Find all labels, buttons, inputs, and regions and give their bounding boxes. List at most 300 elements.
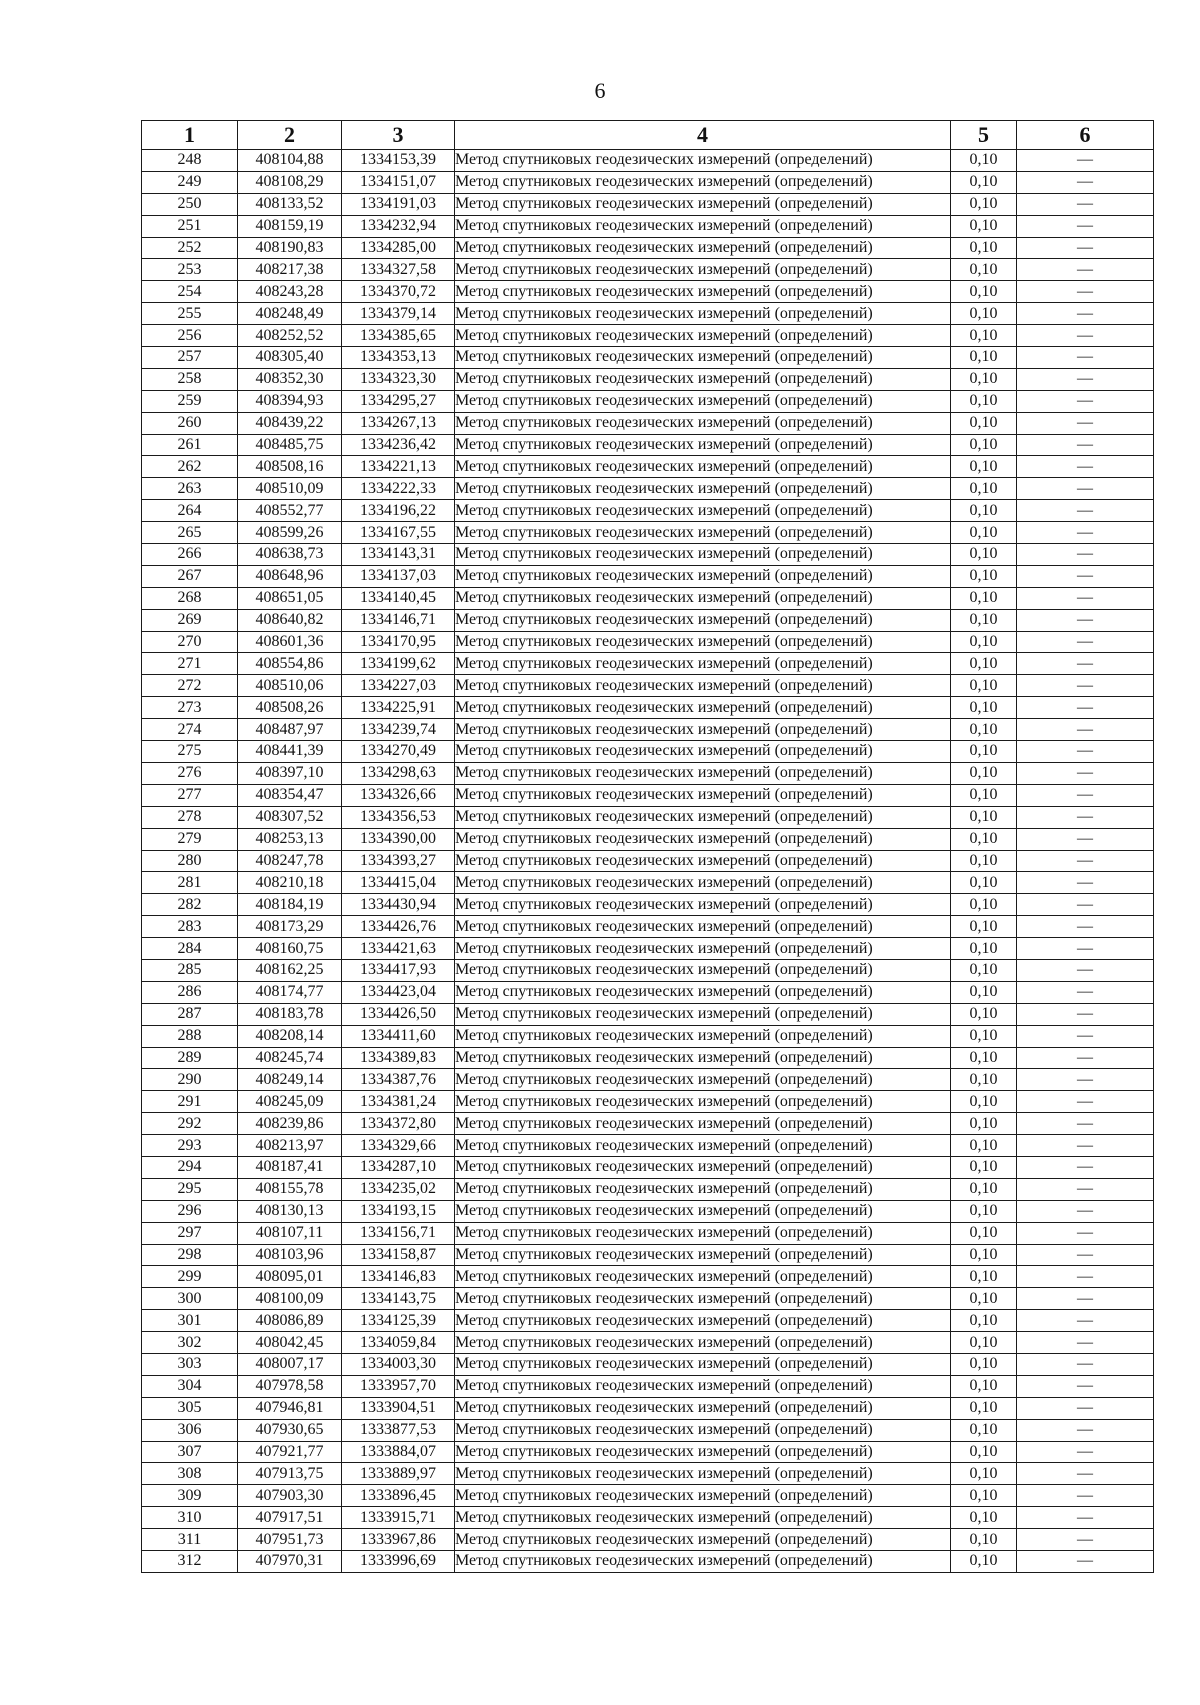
coordinate-y: 1334393,27: [342, 850, 455, 872]
table-row: [142, 1025, 1154, 1047]
method-cell: Метод спутниковых геодезических измерений (определений): [455, 1529, 951, 1551]
description-cell: —: [1017, 1332, 1154, 1354]
coordinate-y: 1334390,00: [342, 828, 455, 850]
coordinate-y: 1334151,07: [342, 171, 455, 193]
point-number: 261: [142, 434, 238, 456]
method-cell: Метод спутниковых геодезических измерений (определений): [455, 1047, 951, 1069]
coordinate-x: 407921,77: [238, 1441, 342, 1463]
point-number: 253: [142, 259, 238, 281]
table-row: [142, 1441, 1154, 1463]
coordinate-x: 408640,82: [238, 609, 342, 631]
coordinate-x: 408173,29: [238, 916, 342, 938]
method-cell: Метод спутниковых геодезических измерений (определений): [455, 390, 951, 412]
table-row: [142, 675, 1154, 697]
method-cell: Метод спутниковых геодезических измерений (определений): [455, 959, 951, 981]
point-number: 297: [142, 1222, 238, 1244]
table-row: [142, 1156, 1154, 1178]
accuracy-cell: 0,10: [951, 456, 1017, 478]
accuracy-cell: 0,10: [951, 368, 1017, 390]
accuracy-cell: 0,10: [951, 938, 1017, 960]
coordinate-x: 408104,88: [238, 150, 342, 172]
method-cell: Метод спутниковых геодезических измерений (определений): [455, 587, 951, 609]
description-cell: —: [1017, 784, 1154, 806]
coordinate-y: 1334153,39: [342, 150, 455, 172]
point-number: 258: [142, 368, 238, 390]
point-number: 267: [142, 565, 238, 587]
method-cell: Метод спутниковых геодезических измерений (определений): [455, 1025, 951, 1047]
description-cell: —: [1017, 631, 1154, 653]
coordinate-y: 1334222,33: [342, 478, 455, 500]
point-number: 286: [142, 981, 238, 1003]
coordinate-y: 1334267,13: [342, 412, 455, 434]
table-row: [142, 784, 1154, 806]
method-cell: Метод спутниковых геодезических измерений (определений): [455, 347, 951, 369]
point-number: 268: [142, 587, 238, 609]
coordinate-y: 1334327,58: [342, 259, 455, 281]
description-cell: —: [1017, 806, 1154, 828]
description-cell: —: [1017, 1485, 1154, 1507]
method-cell: Метод спутниковых геодезических измерений (определений): [455, 1113, 951, 1135]
point-number: 254: [142, 281, 238, 303]
accuracy-cell: 0,10: [951, 872, 1017, 894]
point-number: 259: [142, 390, 238, 412]
coordinate-y: 1333889,97: [342, 1463, 455, 1485]
page-number: 6: [594, 78, 606, 103]
point-number: 278: [142, 806, 238, 828]
method-cell: Метод спутниковых геодезических измерений (определений): [455, 215, 951, 237]
description-cell: —: [1017, 828, 1154, 850]
method-cell: Метод спутниковых геодезических измерений (определений): [455, 565, 951, 587]
accuracy-cell: 0,10: [951, 1047, 1017, 1069]
coordinate-x: 408485,75: [238, 434, 342, 456]
coordinate-x: 408651,05: [238, 587, 342, 609]
point-number: 300: [142, 1288, 238, 1310]
point-number: 293: [142, 1135, 238, 1157]
point-number: 289: [142, 1047, 238, 1069]
description-cell: —: [1017, 237, 1154, 259]
coordinate-x: 408648,96: [238, 565, 342, 587]
coordinate-y: 1334353,13: [342, 347, 455, 369]
coordinate-y: 1334193,15: [342, 1200, 455, 1222]
table-row: [142, 1135, 1154, 1157]
accuracy-cell: 0,10: [951, 434, 1017, 456]
description-cell: —: [1017, 1178, 1154, 1200]
accuracy-cell: 0,10: [951, 1244, 1017, 1266]
coordinate-y: 1334158,87: [342, 1244, 455, 1266]
coordinate-x: 408248,49: [238, 303, 342, 325]
coordinate-x: 408247,78: [238, 850, 342, 872]
coordinate-x: 408183,78: [238, 1003, 342, 1025]
accuracy-cell: 0,10: [951, 1135, 1017, 1157]
point-number: 264: [142, 500, 238, 522]
method-cell: Метод спутниковых геодезических измерений (определений): [455, 828, 951, 850]
description-cell: —: [1017, 456, 1154, 478]
table-row: [142, 609, 1154, 631]
accuracy-cell: 0,10: [951, 1441, 1017, 1463]
point-number: 276: [142, 762, 238, 784]
table-row: [142, 1375, 1154, 1397]
description-cell: —: [1017, 1156, 1154, 1178]
method-cell: Метод спутниковых геодезических измерений (определений): [455, 1288, 951, 1310]
accuracy-cell: 0,10: [951, 325, 1017, 347]
table-row: [142, 828, 1154, 850]
method-cell: Метод спутниковых геодезических измерений (определений): [455, 1332, 951, 1354]
coordinate-y: 1334125,39: [342, 1310, 455, 1332]
coordinate-x: 408100,09: [238, 1288, 342, 1310]
table-row: [142, 631, 1154, 653]
coordinate-y: 1334270,49: [342, 741, 455, 763]
table-row: [142, 1397, 1154, 1419]
table-row: [142, 1266, 1154, 1288]
table-row: [142, 762, 1154, 784]
table-row: [142, 522, 1154, 544]
table-row: [142, 500, 1154, 522]
method-cell: Метод спутниковых геодезических измерений (определений): [455, 1397, 951, 1419]
coordinate-x: 408245,74: [238, 1047, 342, 1069]
description-cell: —: [1017, 938, 1154, 960]
method-cell: Метод спутниковых геодезических измерений (определений): [455, 1003, 951, 1025]
method-cell: Метод спутниковых геодезических измерений (определений): [455, 850, 951, 872]
point-number: 304: [142, 1375, 238, 1397]
method-cell: Метод спутниковых геодезических измерений (определений): [455, 1551, 951, 1573]
coordinate-x: 408249,14: [238, 1069, 342, 1091]
point-number: 281: [142, 872, 238, 894]
method-cell: Метод спутниковых геодезических измерений (определений): [455, 1441, 951, 1463]
accuracy-cell: 0,10: [951, 412, 1017, 434]
method-cell: Метод спутниковых геодезических измерений (определений): [455, 762, 951, 784]
accuracy-cell: 0,10: [951, 1200, 1017, 1222]
table-row: [142, 587, 1154, 609]
description-cell: —: [1017, 1310, 1154, 1332]
description-cell: —: [1017, 762, 1154, 784]
table-row: [142, 171, 1154, 193]
description-cell: —: [1017, 1025, 1154, 1047]
description-cell: —: [1017, 1507, 1154, 1529]
description-cell: —: [1017, 522, 1154, 544]
coordinate-y: 1334140,45: [342, 587, 455, 609]
coordinate-y: 1333877,53: [342, 1419, 455, 1441]
table-row: [142, 544, 1154, 566]
column-header-5: 5: [951, 121, 1017, 150]
point-number: 251: [142, 215, 238, 237]
coordinate-x: 408210,18: [238, 872, 342, 894]
method-cell: Метод спутниковых геодезических измерений (определений): [455, 1091, 951, 1113]
table-row: [142, 1463, 1154, 1485]
coordinate-x: 408103,96: [238, 1244, 342, 1266]
point-number: 270: [142, 631, 238, 653]
description-cell: —: [1017, 1397, 1154, 1419]
method-cell: Метод спутниковых геодезических измерений (определений): [455, 1266, 951, 1288]
coordinate-y: 1334235,02: [342, 1178, 455, 1200]
point-number: 257: [142, 347, 238, 369]
description-cell: —: [1017, 1463, 1154, 1485]
coordinate-y: 1334372,80: [342, 1113, 455, 1135]
point-number: 312: [142, 1551, 238, 1573]
description-cell: —: [1017, 215, 1154, 237]
accuracy-cell: 0,10: [951, 653, 1017, 675]
method-cell: Метод спутниковых геодезических измерений (определений): [455, 325, 951, 347]
accuracy-cell: 0,10: [951, 171, 1017, 193]
accuracy-cell: 0,10: [951, 303, 1017, 325]
method-cell: Метод спутниковых геодезических измерений (определений): [455, 281, 951, 303]
coordinate-x: 408397,10: [238, 762, 342, 784]
coordinate-x: 407903,30: [238, 1485, 342, 1507]
coordinate-x: 408208,14: [238, 1025, 342, 1047]
accuracy-cell: 0,10: [951, 609, 1017, 631]
description-cell: —: [1017, 434, 1154, 456]
method-cell: Метод спутниковых геодезических измерений (определений): [455, 259, 951, 281]
description-cell: —: [1017, 1266, 1154, 1288]
coordinate-x: 408086,89: [238, 1310, 342, 1332]
point-number: 299: [142, 1266, 238, 1288]
header-row: [142, 121, 1154, 150]
point-number: 249: [142, 171, 238, 193]
accuracy-cell: 0,10: [951, 1397, 1017, 1419]
description-cell: —: [1017, 150, 1154, 172]
point-number: 301: [142, 1310, 238, 1332]
coordinate-y: 1334323,30: [342, 368, 455, 390]
accuracy-cell: 0,10: [951, 1375, 1017, 1397]
accuracy-cell: 0,10: [951, 478, 1017, 500]
coordinate-y: 1334059,84: [342, 1332, 455, 1354]
coordinate-x: 407978,58: [238, 1375, 342, 1397]
point-number: 282: [142, 894, 238, 916]
point-number: 283: [142, 916, 238, 938]
point-number: 255: [142, 303, 238, 325]
coordinate-x: 408130,13: [238, 1200, 342, 1222]
table-row: [142, 281, 1154, 303]
coordinate-x: 408354,47: [238, 784, 342, 806]
coordinate-y: 1334430,94: [342, 894, 455, 916]
coordinate-x: 408439,22: [238, 412, 342, 434]
description-cell: —: [1017, 587, 1154, 609]
table-row: [142, 916, 1154, 938]
point-number: 285: [142, 959, 238, 981]
description-cell: —: [1017, 981, 1154, 1003]
coordinate-y: 1334379,14: [342, 303, 455, 325]
table-row: [142, 1288, 1154, 1310]
coordinate-x: 408187,41: [238, 1156, 342, 1178]
method-cell: Метод спутниковых геодезических измерений (определений): [455, 1135, 951, 1157]
description-cell: —: [1017, 1375, 1154, 1397]
coordinate-y: 1334221,13: [342, 456, 455, 478]
table-row: [142, 150, 1154, 172]
column-header-4: 4: [455, 121, 951, 150]
point-number: 287: [142, 1003, 238, 1025]
coordinate-x: 408510,09: [238, 478, 342, 500]
method-cell: Метод спутниковых геодезических измерений (определений): [455, 719, 951, 741]
table-row: [142, 1069, 1154, 1091]
accuracy-cell: 0,10: [951, 1025, 1017, 1047]
coordinate-y: 1334236,42: [342, 434, 455, 456]
description-cell: —: [1017, 347, 1154, 369]
point-number: 291: [142, 1091, 238, 1113]
table-row: [142, 1091, 1154, 1113]
coordinate-x: 408245,09: [238, 1091, 342, 1113]
table-header: [142, 121, 1154, 150]
table-row: [142, 456, 1154, 478]
coordinates-table: [141, 120, 1154, 1573]
accuracy-cell: 0,10: [951, 390, 1017, 412]
coordinate-x: 408253,13: [238, 828, 342, 850]
accuracy-cell: 0,10: [951, 1091, 1017, 1113]
description-cell: —: [1017, 1353, 1154, 1375]
method-cell: Метод спутниковых геодезических измерений (определений): [455, 1222, 951, 1244]
description-cell: —: [1017, 1200, 1154, 1222]
coordinate-x: 408217,38: [238, 259, 342, 281]
accuracy-cell: 0,10: [951, 1069, 1017, 1091]
accuracy-cell: 0,10: [951, 347, 1017, 369]
description-cell: —: [1017, 171, 1154, 193]
coordinate-y: 1334356,53: [342, 806, 455, 828]
accuracy-cell: 0,10: [951, 150, 1017, 172]
accuracy-cell: 0,10: [951, 500, 1017, 522]
coordinate-y: 1334329,66: [342, 1135, 455, 1157]
coordinate-x: 407970,31: [238, 1551, 342, 1573]
accuracy-cell: 0,10: [951, 544, 1017, 566]
coordinate-x: 408510,06: [238, 675, 342, 697]
accuracy-cell: 0,10: [951, 675, 1017, 697]
table-row: [142, 1485, 1154, 1507]
accuracy-cell: 0,10: [951, 828, 1017, 850]
coordinate-y: 1334426,50: [342, 1003, 455, 1025]
point-number: 288: [142, 1025, 238, 1047]
point-number: 311: [142, 1529, 238, 1551]
coordinate-y: 1334146,71: [342, 609, 455, 631]
coordinate-x: 408508,26: [238, 697, 342, 719]
coordinate-y: 1334146,83: [342, 1266, 455, 1288]
method-cell: Метод спутниковых геодезических измерений (определений): [455, 1156, 951, 1178]
column-header-2: 2: [238, 121, 342, 150]
method-cell: Метод спутниковых геодезических измерений (определений): [455, 368, 951, 390]
point-number: 307: [142, 1441, 238, 1463]
accuracy-cell: 0,10: [951, 1551, 1017, 1573]
description-cell: —: [1017, 916, 1154, 938]
table-row: [142, 741, 1154, 763]
method-cell: Метод спутниковых геодезических измерений (определений): [455, 237, 951, 259]
description-cell: —: [1017, 259, 1154, 281]
description-cell: —: [1017, 1222, 1154, 1244]
table-row: [142, 434, 1154, 456]
table-row: [142, 1003, 1154, 1025]
column-header-3: 3: [342, 121, 455, 150]
description-cell: —: [1017, 390, 1154, 412]
table-row: [142, 1113, 1154, 1135]
method-cell: Метод спутниковых геодезических измерений (определений): [455, 303, 951, 325]
coordinate-x: 408160,75: [238, 938, 342, 960]
table-row: [142, 1222, 1154, 1244]
table-row: [142, 303, 1154, 325]
point-number: 303: [142, 1353, 238, 1375]
method-cell: Метод спутниковых геодезических измерений (определений): [455, 697, 951, 719]
method-cell: Метод спутниковых геодезических измерений (определений): [455, 1244, 951, 1266]
point-number: 295: [142, 1178, 238, 1200]
table-row: [142, 259, 1154, 281]
table-row: [142, 1178, 1154, 1200]
accuracy-cell: 0,10: [951, 741, 1017, 763]
method-cell: Метод спутниковых геодезических измерений (определений): [455, 1069, 951, 1091]
description-cell: —: [1017, 500, 1154, 522]
table-row: [142, 1551, 1154, 1573]
table-row: [142, 938, 1154, 960]
point-number: 309: [142, 1485, 238, 1507]
method-cell: Метод спутниковых геодезических измерений (определений): [455, 675, 951, 697]
method-cell: Метод спутниковых геодезических измерений (определений): [455, 1200, 951, 1222]
coordinate-x: 408213,97: [238, 1135, 342, 1157]
point-number: 266: [142, 544, 238, 566]
table-row: [142, 1353, 1154, 1375]
coordinate-x: 407917,51: [238, 1507, 342, 1529]
description-cell: —: [1017, 653, 1154, 675]
coordinate-y: 1334156,71: [342, 1222, 455, 1244]
description-cell: —: [1017, 1135, 1154, 1157]
table-row: [142, 390, 1154, 412]
description-cell: —: [1017, 675, 1154, 697]
coordinate-y: 1334143,75: [342, 1288, 455, 1310]
coordinate-y: 1333996,69: [342, 1551, 455, 1573]
coordinate-x: 407946,81: [238, 1397, 342, 1419]
point-number: 265: [142, 522, 238, 544]
coordinate-y: 1334170,95: [342, 631, 455, 653]
point-number: 296: [142, 1200, 238, 1222]
coordinate-y: 1333967,86: [342, 1529, 455, 1551]
accuracy-cell: 0,10: [951, 697, 1017, 719]
coordinate-x: 408305,40: [238, 347, 342, 369]
description-cell: —: [1017, 281, 1154, 303]
description-cell: —: [1017, 1441, 1154, 1463]
point-number: 306: [142, 1419, 238, 1441]
table-row: [142, 478, 1154, 500]
table-row: [142, 347, 1154, 369]
coordinate-y: 1334191,03: [342, 193, 455, 215]
coordinate-y: 1334239,74: [342, 719, 455, 741]
coordinate-x: 408239,86: [238, 1113, 342, 1135]
coordinate-y: 1334232,94: [342, 215, 455, 237]
method-cell: Метод спутниковых геодезических измерений (определений): [455, 1507, 951, 1529]
accuracy-cell: 0,10: [951, 1003, 1017, 1025]
coordinate-y: 1334421,63: [342, 938, 455, 960]
description-cell: —: [1017, 609, 1154, 631]
point-number: 262: [142, 456, 238, 478]
description-cell: —: [1017, 1244, 1154, 1266]
accuracy-cell: 0,10: [951, 1529, 1017, 1551]
table-row: [142, 872, 1154, 894]
coordinate-x: 408042,45: [238, 1332, 342, 1354]
accuracy-cell: 0,10: [951, 193, 1017, 215]
coordinate-y: 1334381,24: [342, 1091, 455, 1113]
method-cell: Метод спутниковых геодезических измерений (определений): [455, 1310, 951, 1332]
point-number: 302: [142, 1332, 238, 1354]
point-number: 292: [142, 1113, 238, 1135]
coordinate-y: 1333957,70: [342, 1375, 455, 1397]
method-cell: Метод спутниковых геодезических измерений (определений): [455, 171, 951, 193]
point-number: 279: [142, 828, 238, 850]
coordinate-y: 1333896,45: [342, 1485, 455, 1507]
description-cell: —: [1017, 719, 1154, 741]
coordinate-x: 408174,77: [238, 981, 342, 1003]
coordinate-x: 408552,77: [238, 500, 342, 522]
coordinate-x: 408007,17: [238, 1353, 342, 1375]
method-cell: Метод спутниковых геодезических измерений (определений): [455, 981, 951, 1003]
point-number: 298: [142, 1244, 238, 1266]
accuracy-cell: 0,10: [951, 237, 1017, 259]
method-cell: Метод спутниковых геодезических измерений (определений): [455, 1375, 951, 1397]
accuracy-cell: 0,10: [951, 1463, 1017, 1485]
coordinate-x: 408352,30: [238, 368, 342, 390]
coordinate-y: 1334196,22: [342, 500, 455, 522]
coordinate-x: 408638,73: [238, 544, 342, 566]
point-number: 294: [142, 1156, 238, 1178]
